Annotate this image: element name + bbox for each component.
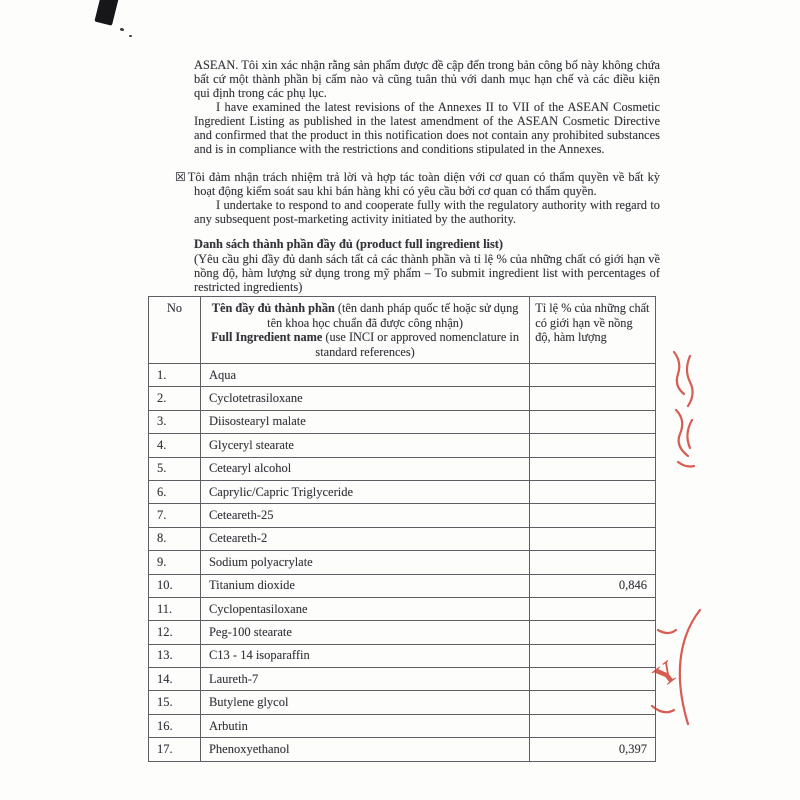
paragraph-commitment-vietnamese — [175, 170, 660, 198]
row-number: 7. — [149, 504, 201, 527]
ingredient-name: Ceteareth-2 — [200, 527, 529, 550]
ingredient-percentage — [530, 504, 656, 527]
ingredient-row — [149, 574, 656, 597]
row-number: 9. — [149, 551, 201, 574]
stamp-letter: Y — [648, 654, 685, 694]
ingredient-name: Ceteareth-25 — [200, 504, 529, 527]
row-number: 2. — [149, 387, 201, 410]
ingredient-name: Cyclotetrasiloxane — [200, 387, 529, 410]
row-number: 4. — [149, 434, 201, 457]
ingredient-row — [149, 387, 656, 410]
ingredient-row — [149, 714, 656, 737]
ingredient-name: C13 - 14 isoparaffin — [200, 644, 529, 667]
ingredient-name: Diisostearyl malate — [200, 410, 529, 433]
ingredient-row — [149, 621, 656, 644]
document-content — [148, 58, 660, 294]
ingredient-name: Glyceryl stearate — [200, 434, 529, 457]
ingredient-row — [149, 738, 656, 761]
table-header-row — [149, 297, 656, 364]
ingredient-name: Cetearyl alcohol — [200, 457, 529, 480]
row-number: 17. — [149, 738, 201, 761]
row-number: 5. — [149, 457, 201, 480]
scan-speck — [129, 35, 132, 37]
ingredient-percentage — [530, 644, 656, 667]
paragraph-undertake-english: I undertake to respond to and cooperate fully with the regulatory authority with regard to any subsequent post-marketing activity initiated by the authority. — [194, 198, 660, 226]
ingredient-name: Arbutin — [200, 714, 529, 737]
ingredient-row — [149, 504, 656, 527]
ingredient-percentage — [530, 668, 656, 691]
ingredient-name: Cyclopentasiloxane — [200, 597, 529, 620]
row-number: 13. — [149, 644, 201, 667]
row-number: 3. — [149, 410, 201, 433]
ingredient-percentage — [530, 691, 656, 714]
paragraph-asean-vietnamese: ASEAN. Tôi xin xác nhận rằng sản phẩm được đề cập đến trong bản công bố này không chứa bất cứ một thành phần bị cấm nào và cũng tuân thủ với danh mục hạn chế và các điều kiện qui định trong các phụ lục. — [194, 58, 660, 100]
column-header-ingredient-name — [200, 297, 529, 364]
ingredient-row — [149, 410, 656, 433]
row-number: 12. — [149, 621, 201, 644]
column-header-no: No — [149, 297, 201, 364]
ingredient-row — [149, 668, 656, 691]
ingredient-row — [149, 457, 656, 480]
checked-checkbox-icon: ☒ — [175, 170, 188, 184]
ingredient-percentage — [530, 364, 656, 387]
ingredient-table — [148, 296, 656, 762]
ingredient-row — [149, 527, 656, 550]
scan-corner-artifact — [94, 0, 119, 26]
ingredient-table-body — [149, 364, 656, 762]
ingredient-percentage — [530, 457, 656, 480]
red-stamp-fragment-lower — [648, 608, 702, 728]
ingredient-name: Sodium polyacrylate — [200, 551, 529, 574]
paragraph-examined-english: I have examined the latest revisions of the Annexes II to VII of the ASEAN Cosmetic Ingredient Listing as published in the latest amendment of the ASEAN Cosmetic Directive and confirmed that the product in this notification does not contain any prohibited substances and is in compliance with the restrictions and conditions stipulated in the Annexes. — [194, 100, 660, 156]
ingredient-name: Caprylic/Capric Triglyceride — [200, 480, 529, 503]
ingredient-percentage — [530, 621, 656, 644]
row-number: 16. — [149, 714, 201, 737]
ingredient-row — [149, 364, 656, 387]
header-name-en-rest: (use INCI or approved nomenclature in standard references) — [315, 330, 519, 359]
ingredient-percentage: 0,397 — [530, 738, 656, 761]
ingredient-percentage — [530, 387, 656, 410]
red-stamp-marks-icon — [664, 346, 702, 478]
row-number: 1. — [149, 364, 201, 387]
ingredient-name: Aqua — [200, 364, 529, 387]
section-heading: Danh sách thành phần đầy đủ (product full ingredient list) — [194, 237, 504, 251]
ingredient-row — [149, 551, 656, 574]
ingredient-percentage — [530, 597, 656, 620]
column-header-percentage: Tỉ lệ % của những chất có giới hạn về nồng độ, hàm lượng — [530, 297, 656, 364]
row-number: 6. — [149, 480, 201, 503]
ingredient-name: Laureth-7 — [200, 668, 529, 691]
ingredient-percentage — [530, 714, 656, 737]
ingredient-row — [149, 597, 656, 620]
ingredient-row — [149, 480, 656, 503]
header-name-vn-rest: (tên danh pháp quốc tế hoặc sử dụng tên khoa học chuẩn đã được công nhận) — [267, 301, 519, 330]
ingredient-percentage — [530, 480, 656, 503]
ingredient-percentage — [530, 434, 656, 457]
section-note: (Yêu cầu ghi đầy đủ danh sách tất cả các thành phần và tỉ lệ % của những chất có giới hạn về nồng độ, hàm lượng sử dụng trong mỹ phẩm – To submit ingredient list with percentages of restricted ingredients) — [194, 252, 660, 294]
commitment-text: Tôi đảm nhận trách nhiệm trả lời và hợp tác toàn diện với cơ quan có thẩm quyền về bất kỳ hoạt động kiểm soát sau khi bán hàng khi có yêu cầu bởi cơ quan có thẩm quyền. — [187, 170, 660, 198]
row-number: 11. — [149, 597, 201, 620]
ingredient-row — [149, 691, 656, 714]
scan-speck — [120, 27, 125, 31]
ingredient-row — [149, 434, 656, 457]
row-number: 8. — [149, 527, 201, 550]
ingredient-name: Phenoxyethanol — [200, 738, 529, 761]
header-name-en-bold: Full Ingredient name — [211, 330, 323, 344]
ingredient-row — [149, 644, 656, 667]
ingredient-percentage — [530, 551, 656, 574]
ingredient-name: Peg-100 stearate — [200, 621, 529, 644]
ingredient-name: Titanium dioxide — [200, 574, 529, 597]
row-number: 15. — [149, 691, 201, 714]
row-number: 10. — [149, 574, 201, 597]
ingredient-percentage — [530, 410, 656, 433]
row-number: 14. — [149, 668, 201, 691]
red-stamp-fragment-upper — [664, 346, 702, 478]
ingredient-percentage — [530, 527, 656, 550]
red-stamp-seal-icon — [648, 608, 702, 728]
ingredient-name: Butylene glycol — [200, 691, 529, 714]
header-name-vn-bold: Tên đầy đủ thành phần — [211, 301, 335, 315]
ingredient-percentage: 0,846 — [530, 574, 656, 597]
